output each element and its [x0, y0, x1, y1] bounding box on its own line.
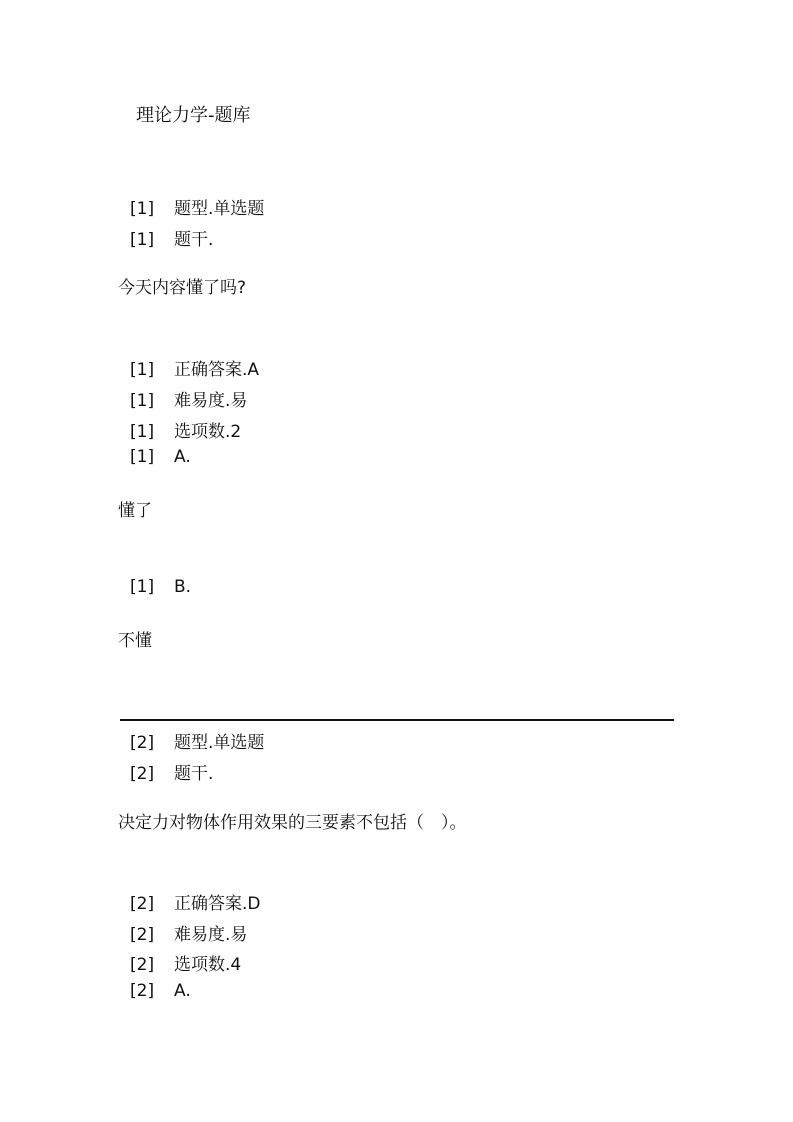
q2-difficulty-label: 难易度.易 [174, 925, 248, 945]
q1-stem-line [130, 225, 213, 250]
question-divider [120, 719, 674, 721]
q2-option-a-number: [2] [130, 981, 155, 1001]
q1-difficulty-label: 难易度.易 [174, 391, 248, 411]
page-title: 理论力学-题库 [136, 105, 251, 126]
q1-type-label: 题型.单选题 [174, 199, 265, 219]
q1-options-count-label: 选项数.2 [174, 422, 242, 442]
q2-answer-label: 正确答案.D [174, 894, 261, 914]
q2-stem-number: [2] [130, 764, 155, 784]
q1-answer-number: [1] [130, 360, 155, 380]
q2-options-count-label: 选项数.4 [174, 955, 242, 975]
q1-answer-label: 正确答案.A [174, 360, 260, 380]
q2-option-a-label: A. [174, 981, 191, 1001]
q1-option-b-number: [1] [130, 577, 155, 597]
q2-type-number: [2] [130, 733, 155, 753]
q2-type-line [130, 728, 264, 753]
q1-option-a-line [130, 447, 191, 467]
q1-stem-label: 题干. [174, 230, 214, 250]
q1-option-b-line [130, 577, 191, 597]
q2-type-label: 题型.单选题 [174, 733, 265, 753]
q1-option-a-label: A. [174, 447, 191, 467]
q1-difficulty-line [130, 386, 247, 411]
q1-options-count-number: [1] [130, 422, 155, 442]
q1-difficulty-number: [1] [130, 391, 155, 411]
q1-stem-text: 今天内容懂了吗? [118, 278, 247, 298]
q1-answer-line [130, 355, 259, 380]
q2-options-count-line [130, 950, 241, 975]
q2-stem-label: 题干. [174, 764, 214, 784]
q1-option-b-label: B. [174, 577, 192, 597]
q2-difficulty-line [130, 920, 247, 945]
q2-stem-line [130, 759, 213, 784]
q2-answer-line [130, 889, 261, 914]
q1-option-a-text: 懂了 [118, 501, 152, 521]
q1-options-count-line [130, 417, 241, 442]
q1-type-line [130, 194, 264, 219]
q2-options-count-number: [2] [130, 955, 155, 975]
q2-difficulty-number: [2] [130, 925, 155, 945]
q1-type-number: [1] [130, 199, 155, 219]
q2-answer-number: [2] [130, 894, 155, 914]
q1-option-b-text: 不懂 [118, 631, 152, 651]
q2-option-a-line [130, 981, 191, 1001]
q2-stem-text: 决定力对物体作用效果的三要素不包括（ ）。 [118, 813, 467, 833]
q1-stem-number: [1] [130, 230, 155, 250]
q1-option-a-number: [1] [130, 447, 155, 467]
